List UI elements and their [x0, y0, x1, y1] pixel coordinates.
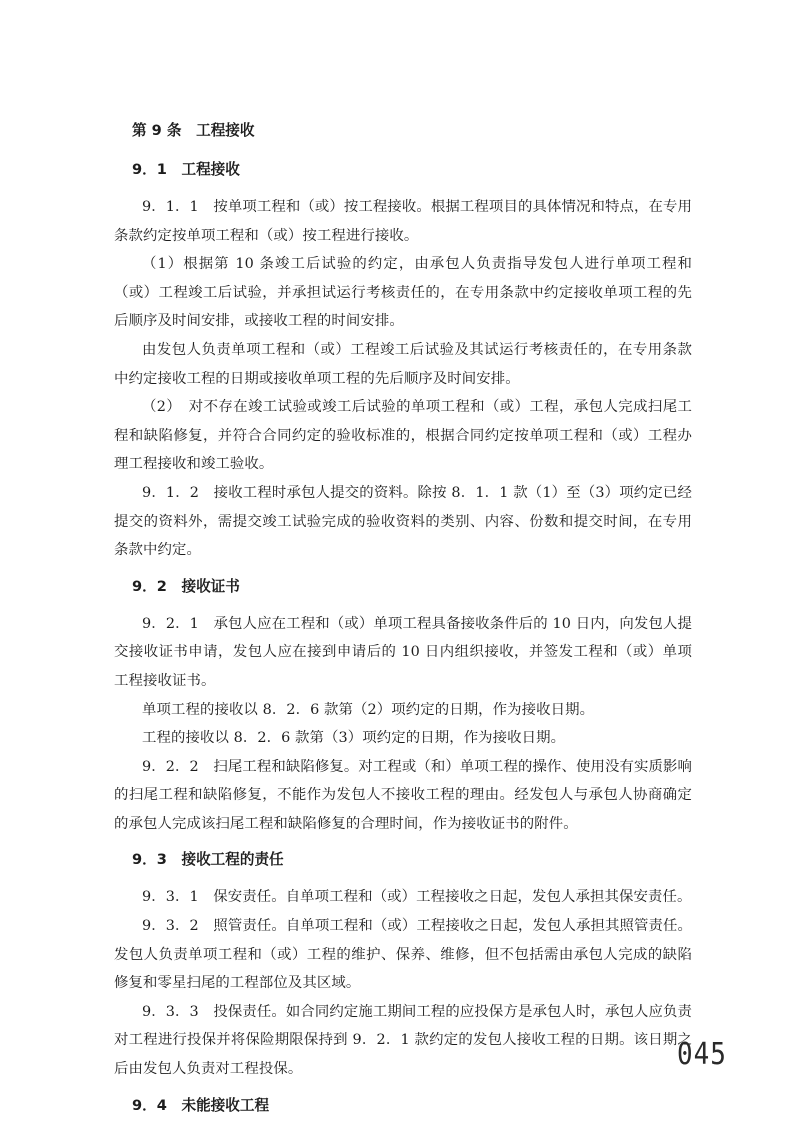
- paragraph: 9．1．1 按单项工程和（或）按工程接收。根据工程项目的具体情况和特点，在专用条款约定按单项工程和（或）按工程进行接收。: [114, 199, 692, 244]
- paragraph: 9．2．2 扫尾工程和缺陷修复。对工程或（和）单项工程的操作、使用没有实质影响的扫尾工程和缺陷修复，不能作为发包人不接收工程的理由。经发包人与承包人协商确定的承包人完成该扫尾工程和缺陷修复的合理时间，作为接收证书的附件。: [114, 758, 692, 832]
- section-title-9-2: 9．2 接收证书: [132, 577, 240, 595]
- page-content: [114, 117, 692, 1129]
- section-title-9-4: 9．4 未能接收工程: [132, 1096, 270, 1114]
- paragraph: 由发包人负责单项工程和（或）工程竣工后试验及其试运行考核责任的，在专用条款中约定接收工程的日期或接收单项工程的先后顺序及时间安排。: [114, 341, 692, 387]
- page-number: 045: [677, 1037, 727, 1073]
- paragraph: 9．3．3 投保责任。如合同约定施工期间工程的应投保方是承包人时，承包人应负责对工程进行投保并将保险期限保持到 9．2．1 款约定的发包人接收工程的日期。该日期之后由发包人负责对工程投保。: [114, 1003, 692, 1078]
- paragraph: 9．3．1 保安责任。自单项工程和（或）工程接收之日起，发包人承担其保安责任。: [142, 889, 692, 906]
- chapter-title: 第 9 条 工程接收: [132, 122, 255, 139]
- paragraph: 单项工程的接收以 8．2．6 款第（2）项约定的日期，作为接收日期。: [142, 701, 595, 718]
- paragraph: 工程的接收以 8．2．6 款第（3）项约定的日期，作为接收日期。: [142, 730, 566, 747]
- section-title-9-3: 9．3 接收工程的责任: [132, 851, 284, 869]
- paragraph: 9．3．2 照管责任。自单项工程和（或）工程接收之日起，发包人承担其照管责任。发包人负责单项工程和（或）工程的维护、保养、维修，但不包括需由承包人完成的缺陷修复和零星扫尾的工程部位及其区域。: [114, 918, 692, 992]
- paragraph: 9．1．2 接收工程时承包人提交的资料。除按 8．1．1 款（1）至（3）项约定已经提交的资料外，需提交竣工试验完成的验收资料的类别、内容、份数和提交时间，在专用条款中约定。: [114, 484, 692, 559]
- paragraph: 9．2．1 承包人应在工程和（或）单项工程具备接收条件后的 10 日内，向发包人提交接收证书申请，发包人应在接到申请后的 10 日内组织接收，并签发工程和（或）单项工程接收证书。: [114, 615, 692, 689]
- section-title-9-1: 9．1 工程接收: [132, 161, 240, 178]
- paragraph: （1）根据第 10 条竣工后试验的约定，由承包人负责指导发包人进行单项工程和（或）工程竣工后试验，并承担试运行考核责任的，在专用条款中约定接收单项工程的先后顺序及时间安排，或接收工程的时间安排。: [114, 256, 692, 330]
- paragraph: （2） 对不存在竣工试验或竣工后试验的单项工程和（或）工程，承包人完成扫尾工程和缺陷修复，并符合合同约定的验收标准的，根据合同约定按单项工程和（或）工程办理工程接收和竣工验收。: [114, 399, 692, 473]
